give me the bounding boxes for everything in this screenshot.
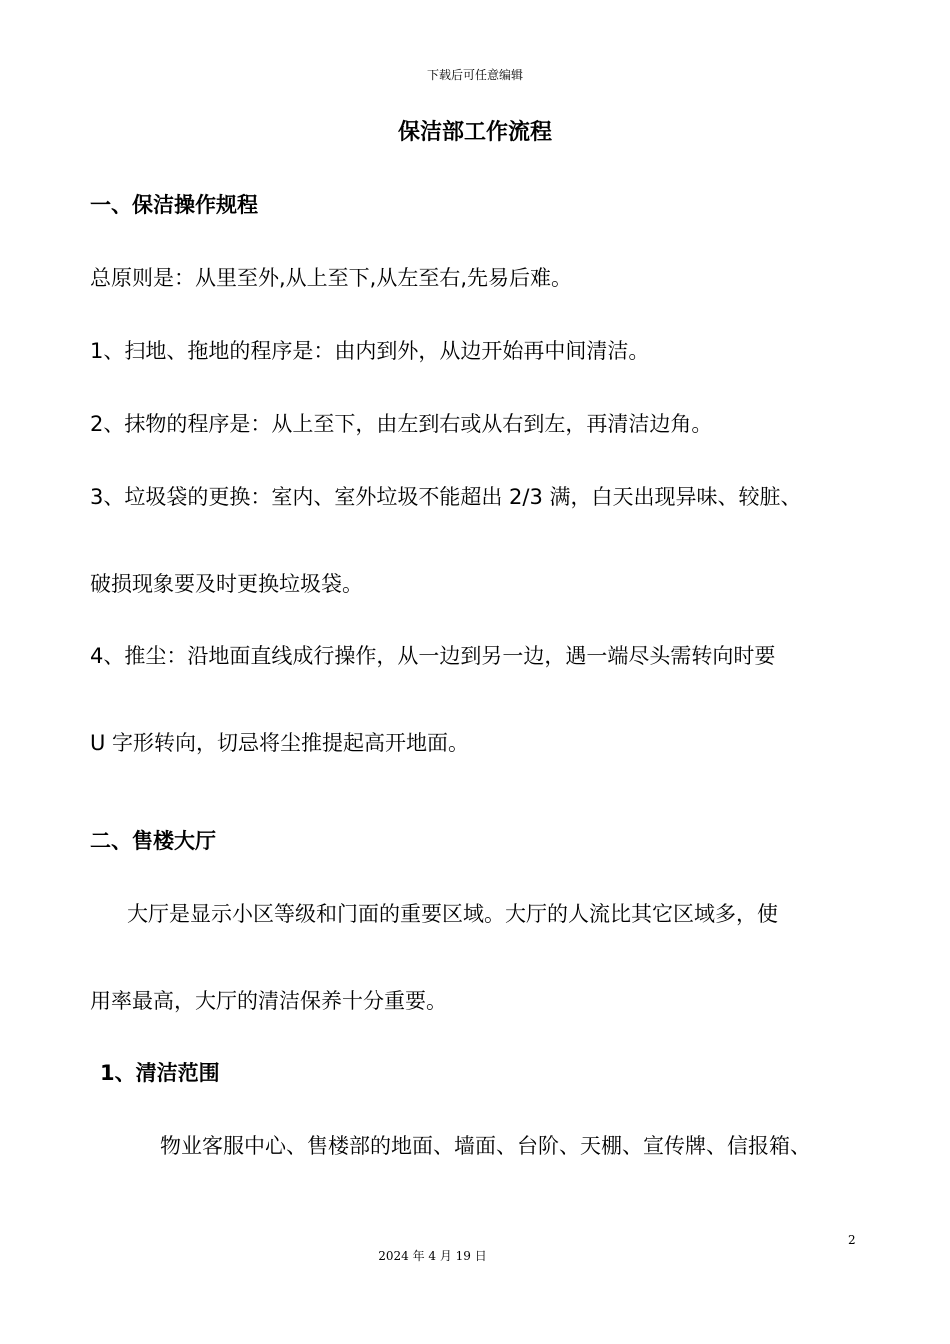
- item3-line1: 3、垃圾袋的更换：室内、室外垃圾不能超出 2/3 满，白天出现异味、较脏、: [90, 485, 802, 509]
- sub1-line1: 物业客服中心、售楼部的地面、墙面、台阶、天棚、宣传牌、信报箱、: [160, 1134, 811, 1158]
- sub1-heading: 1、清洁范围: [100, 1061, 220, 1085]
- item3-line2: 破损现象要及时更换垃圾袋。: [90, 572, 363, 596]
- item4-line1: 4、推尘：沿地面直线成行操作，从一边到另一边，遇一端尽头需转向时要: [90, 644, 776, 668]
- item2-line: 2、抹物的程序是：从上至下，由左到右或从右到左，再清洁边角。: [90, 412, 713, 436]
- section2-para-line2: 用率最高，大厅的清洁保养十分重要。: [90, 989, 447, 1013]
- item4-line2: U 字形转向，切忌将尘推提起高开地面。: [90, 731, 470, 755]
- section2-heading: 二、售楼大厅: [90, 829, 216, 853]
- footer-date: 2024 年 4 月 19 日: [378, 1249, 487, 1263]
- page-number: 2: [848, 1233, 856, 1247]
- principle-line: 总原则是：从里至外,从上至下,从左至右,先易后难。: [90, 266, 573, 290]
- header-note: 下载后可任意编辑: [426, 68, 523, 82]
- item1-line: 1、扫地、拖地的程序是：由内到外，从边开始再中间清洁。: [90, 339, 650, 363]
- section2-para-line1: 大厅是显示小区等级和门面的重要区域。大厅的人流比其它区域多，使: [127, 902, 778, 926]
- section1-heading: 一、保洁操作规程: [90, 193, 258, 217]
- document-title: 保洁部工作流程: [397, 120, 552, 145]
